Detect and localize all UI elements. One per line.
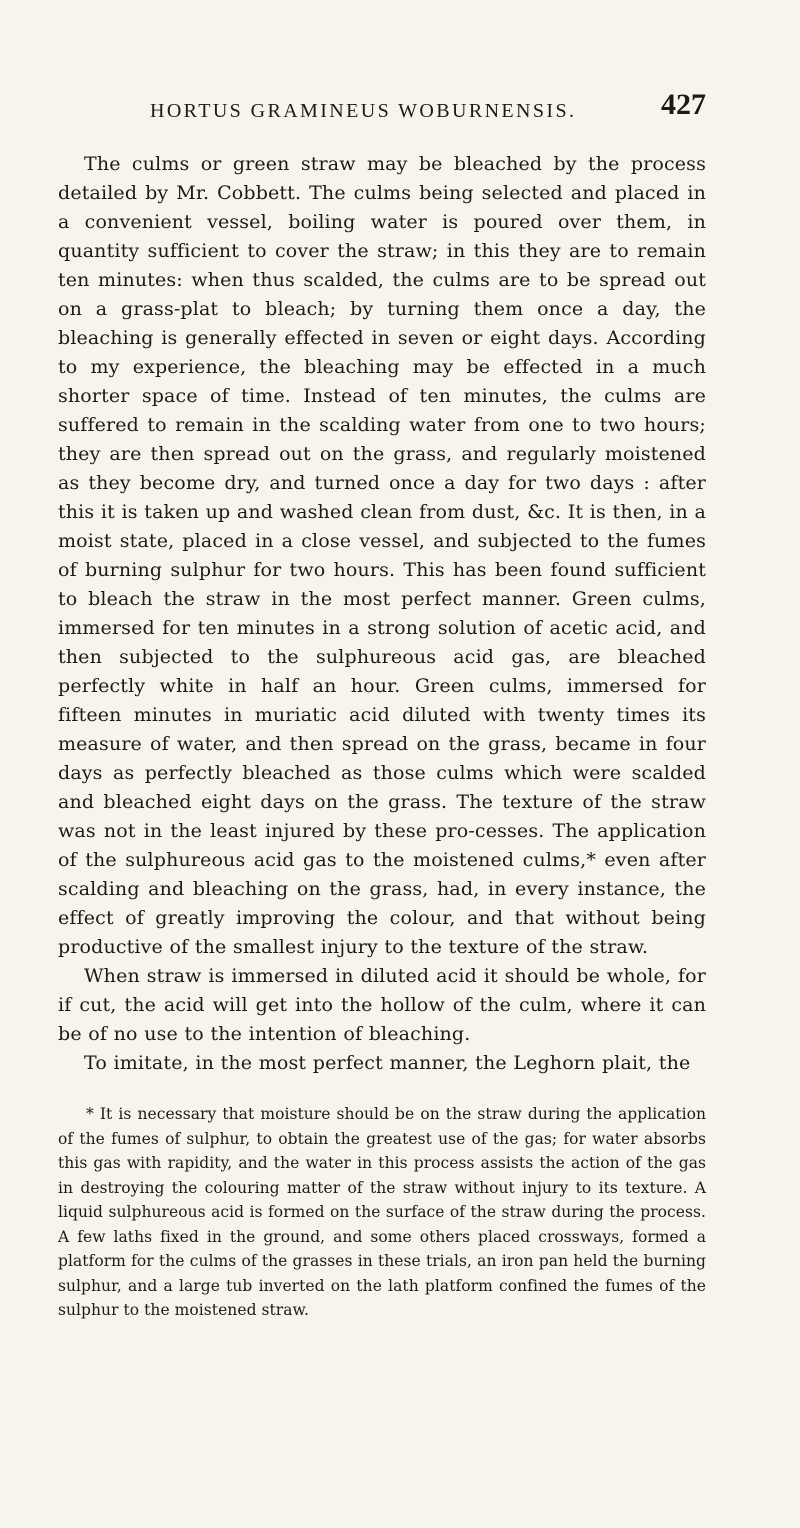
- paragraph-bleaching-process: The culms or green straw may be bleached by the process detailed by Mr. Cobbett. The culms being selected and placed in a convenient vessel, boiling water is poured over them, in quantity sufficient to cover the straw; in this they are to remain ten minutes: when thus scalded, the culms are to be spread out on a grass-plat to bleach; by turning them once a day, the bleaching is generally effected in seven or eight days. According to my experience, the bleaching may be effected in a much shorter space of time. Instead of ten minutes, the culms are suffered to remain in the scalding water from one to two hours; they are then spread out on the grass, and regularly moistened as they become dry, and turned once a day for two days : after this it is taken up and washed clean from dust, &c. It is then, in a moist state, placed in a close vessel, and subjected to the fumes of burning sulphur for two hours. This has been found sufficient to bleach the straw in the most perfect manner. Green culms, immersed for ten minutes in a strong solution of acetic acid, and then subjected to the sulphureous acid gas, are bleached perfectly white in half an hour. Green culms, immersed for fifteen minutes in muriatic acid diluted with twenty times its measure of water, and then spread on the grass, became in four days as perfectly bleached as those culms which were scalded and bleached eight days on the grass. The texture of the straw was not in the least injured by these pro-cesses. The application of the sulphureous acid gas to the moistened culms,* even after scalding and bleaching on the grass, had, in every instance, the effect of greatly improving the colour, and that without being productive of the smallest injury to the texture of the straw.: [58, 153, 706, 958]
- page-number: 427: [661, 88, 706, 121]
- footnote: * It is necessary that moisture should be on the straw during the application of the fumes of sulphur, to obtain the greatest use of the gas; for water absorbs this gas with rapidity, and the water in this process assists the action of the gas in destroying the colouring matter of the straw without injury to its texture. A liquid sulphureous acid is formed on the surface of the straw during the process. A few laths fixed in the ground, and some others placed crossways, formed a platform for the culms of the grasses in these trials, an iron pan held the burning sulphur, and a large tub inverted on the lath platform confined the fumes of the sulphur to the moistened straw.: [58, 1105, 706, 1319]
- running-title: HORTUS GRAMINEUS WOBURNENSIS.: [150, 100, 577, 122]
- main-text: [58, 150, 706, 1078]
- book-page: [58, 88, 706, 1323]
- paragraph-diluted-acid: When straw is immersed in diluted acid it should be whole, for if cut, the acid will get into the hollow of the culm, where it can be of no use to the intention of bleaching.: [58, 965, 706, 1045]
- footnote-separator: [58, 1078, 706, 1102]
- running-head: [58, 88, 706, 128]
- paragraph-leghorn-plait: To imitate, in the most perfect manner, the Leghorn plait, the: [84, 1052, 691, 1074]
